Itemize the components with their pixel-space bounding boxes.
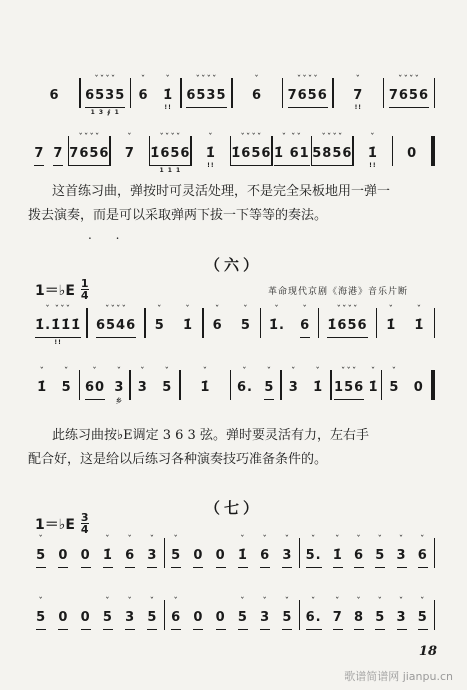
note: ˇ 5 xyxy=(282,610,292,630)
note: ˇ 6. xyxy=(306,610,322,630)
score-row-6-2 xyxy=(30,362,435,406)
measure xyxy=(30,128,68,166)
score-row-7-1 xyxy=(30,530,435,574)
barline xyxy=(434,78,436,108)
note: ˇ 5 xyxy=(389,367,400,395)
note: ˇˇˇˇ 5856 xyxy=(312,146,352,166)
note: ˇ 6 xyxy=(252,75,263,103)
measure xyxy=(131,70,180,111)
note: ˇ 60 xyxy=(85,380,105,400)
measure xyxy=(30,362,79,395)
note: ˇ 3 xyxy=(147,548,157,568)
note: ˇ 5 xyxy=(162,367,173,395)
note: ˇˇˇˇ 1̇656 xyxy=(327,318,367,338)
measure xyxy=(30,530,164,568)
section-6-key xyxy=(35,278,89,301)
note: ˇ 3 xyxy=(137,367,148,395)
measure xyxy=(131,362,180,395)
note: ˇ 1̇ !! xyxy=(367,133,378,169)
measure xyxy=(312,128,352,166)
score-row-top-2 xyxy=(30,128,435,172)
note: ˇ 1̇ xyxy=(333,548,343,568)
note: ˇ 1̇ xyxy=(238,548,248,568)
note: ˇ 1̇ xyxy=(386,305,397,333)
note: 0 xyxy=(193,610,203,630)
measure xyxy=(165,592,299,630)
page-number: 18 xyxy=(418,644,437,659)
measure xyxy=(384,70,433,108)
measure xyxy=(182,70,231,108)
measure xyxy=(261,300,317,338)
key-signature: 1＝♭E xyxy=(35,282,75,299)
section-6-heading: （六） xyxy=(204,256,262,274)
note: ˇ 1̇ !! xyxy=(205,133,216,169)
note: ˇ 3 xyxy=(288,367,299,395)
watermark: 歌谱简谱网 jianpu.cn xyxy=(344,670,453,683)
paragraph-2 xyxy=(28,424,438,472)
barline xyxy=(434,538,436,568)
barline xyxy=(431,370,435,400)
measure xyxy=(30,592,164,630)
note: ˇ 5 xyxy=(418,610,428,630)
note: ˇˇˇˇ 1̇656 xyxy=(231,146,271,166)
note: ˇˇˇˇ 7656 xyxy=(288,88,328,108)
note: ˇ ˇˇˇ 1̇.1̇1̇1̇ !! xyxy=(35,305,82,346)
score-row-7-2 xyxy=(30,592,435,636)
note: ˇ 1̇ xyxy=(182,305,193,333)
paragraph-2-line-1: 此练习曲按♭E调定 3 6 3 弦。弹时要灵活有力，左右手 xyxy=(52,428,369,443)
note: ˇ 5 xyxy=(171,548,181,568)
note: 0 xyxy=(193,548,203,568)
note: ˇ 1̇ xyxy=(313,367,324,395)
note: ˇ 6 xyxy=(260,548,270,568)
note: ˇ 6 xyxy=(138,75,149,103)
barline xyxy=(431,136,435,166)
note: 0 xyxy=(216,610,226,630)
note: ˇ 6 xyxy=(125,548,135,568)
note: ˇ 5 xyxy=(375,548,385,568)
measure xyxy=(150,128,190,174)
paragraph-1 xyxy=(28,180,438,228)
note: ˇˇˇ 156 xyxy=(334,380,364,400)
note: ˇ 5 xyxy=(154,305,165,333)
note: 7 xyxy=(34,146,44,166)
note: ˇ 6 xyxy=(418,548,428,568)
key-signature: 1＝♭E xyxy=(35,516,75,533)
measure xyxy=(165,530,299,568)
measure xyxy=(233,70,282,103)
source-credit: 革命现代京剧《海港》音乐片断 xyxy=(268,287,409,297)
note: ˇ 5 xyxy=(238,610,248,630)
measure xyxy=(231,362,280,400)
note: ˇ 8 xyxy=(354,610,364,630)
measure xyxy=(30,70,79,103)
note: ˇ 7 xyxy=(124,133,135,161)
note: ˇ ˇˇ 1̇ 61 xyxy=(274,146,310,166)
measure xyxy=(111,128,149,161)
note: ˇ 1̇ xyxy=(414,305,425,333)
paragraph-1-line-2: 拨去演奏，而是可以采取弹两下拔一下等等的奏法。 xyxy=(28,208,328,223)
score-row-6-1 xyxy=(30,300,435,344)
note: ˇ 1̇ xyxy=(37,367,48,395)
time-signature: $\frac{1}{4}$ xyxy=(80,277,89,302)
note: ˇˇˇˇ 6535 1 3 ∮ 1 xyxy=(85,75,126,116)
note: ˇ 5 xyxy=(147,610,157,630)
note: ˇ 1̇. xyxy=(269,305,285,333)
measure xyxy=(181,362,230,395)
note: ˇ 3 xyxy=(397,610,407,630)
note: ˇ 6 xyxy=(212,305,223,333)
measure xyxy=(146,300,202,333)
measure xyxy=(69,128,109,166)
measure xyxy=(88,300,144,338)
time-signature: $\frac{3}{4}$ xyxy=(80,511,89,536)
barline xyxy=(434,600,436,630)
note: ˇ 5 xyxy=(264,380,274,400)
note: 7 xyxy=(53,146,63,166)
note: ˇ 1̇ xyxy=(103,548,113,568)
score-row-top-1 xyxy=(30,70,435,114)
measure xyxy=(382,362,431,395)
note: ˇˇˇˇ 1̇656 1 1 1 xyxy=(150,133,191,174)
paragraph-2-line-2: 配合好，这是给以后练习各种演奏技巧准备条件的。 xyxy=(28,452,328,467)
measure xyxy=(377,300,433,333)
note: ˇˇˇˇ 7656 xyxy=(69,146,109,166)
measure xyxy=(319,300,375,338)
note: ˇ 1̇ xyxy=(200,367,211,395)
note: 0 xyxy=(407,146,418,161)
measure xyxy=(204,300,260,333)
measure xyxy=(300,530,434,568)
section-7-heading: （七） xyxy=(204,499,262,517)
note: 6 xyxy=(49,88,60,103)
note: ˇ 5 xyxy=(36,548,46,568)
measure xyxy=(393,128,431,161)
measure xyxy=(80,362,129,405)
measure xyxy=(192,128,230,169)
note: ˇ 5 xyxy=(61,367,72,395)
note: 0 xyxy=(81,610,91,630)
measure xyxy=(282,362,331,395)
note: ˇ 7 xyxy=(333,610,343,630)
note: 0 xyxy=(216,548,226,568)
note: ˇˇˇˇ 7656 xyxy=(389,88,429,108)
measure xyxy=(300,592,434,630)
measure xyxy=(354,128,392,169)
measure xyxy=(273,128,311,166)
measure xyxy=(81,70,130,116)
note: ˇ 7 !! xyxy=(353,75,364,111)
note: 0 xyxy=(58,610,68,630)
note: 0 xyxy=(81,548,91,568)
note: ˇ 5. xyxy=(306,548,322,568)
note: ˇ 5 xyxy=(375,610,385,630)
note: ˇ 3 xyxy=(125,610,135,630)
note: ˇ 6 xyxy=(354,548,364,568)
note: ˇ 6. xyxy=(236,367,253,395)
note: ˇ 6 xyxy=(300,318,310,338)
note: ˇ 1̇ !! xyxy=(163,75,174,111)
note: ˇ 3 xyxy=(397,548,407,568)
note: ˇ 3 xyxy=(260,610,270,630)
note: ˇ 5 xyxy=(36,610,46,630)
measure xyxy=(283,70,332,108)
note: ˇ 5 xyxy=(103,610,113,630)
note: ˇ 6 xyxy=(171,610,181,630)
measure xyxy=(332,362,381,400)
note: ˇˇˇˇ 6546 xyxy=(96,318,136,338)
stray-dots: . . xyxy=(88,228,130,242)
paragraph-1-line-1: 这首练习曲，弹按时可灵活处理，不是完全呆板地用一弹一 xyxy=(52,184,391,199)
note: ˇˇˇˇ 6535 xyxy=(186,88,226,108)
note: 0 xyxy=(58,548,68,568)
barline xyxy=(434,308,436,338)
note: 0 xyxy=(413,380,424,395)
note: ˇ 3 xyxy=(282,548,292,568)
measure xyxy=(334,70,383,111)
measure xyxy=(30,300,86,346)
note: ˇ 3 乡 xyxy=(114,367,125,405)
note: ˇ 1̇ xyxy=(368,367,379,395)
measure xyxy=(231,128,271,166)
note: ˇ 5 xyxy=(240,305,251,333)
